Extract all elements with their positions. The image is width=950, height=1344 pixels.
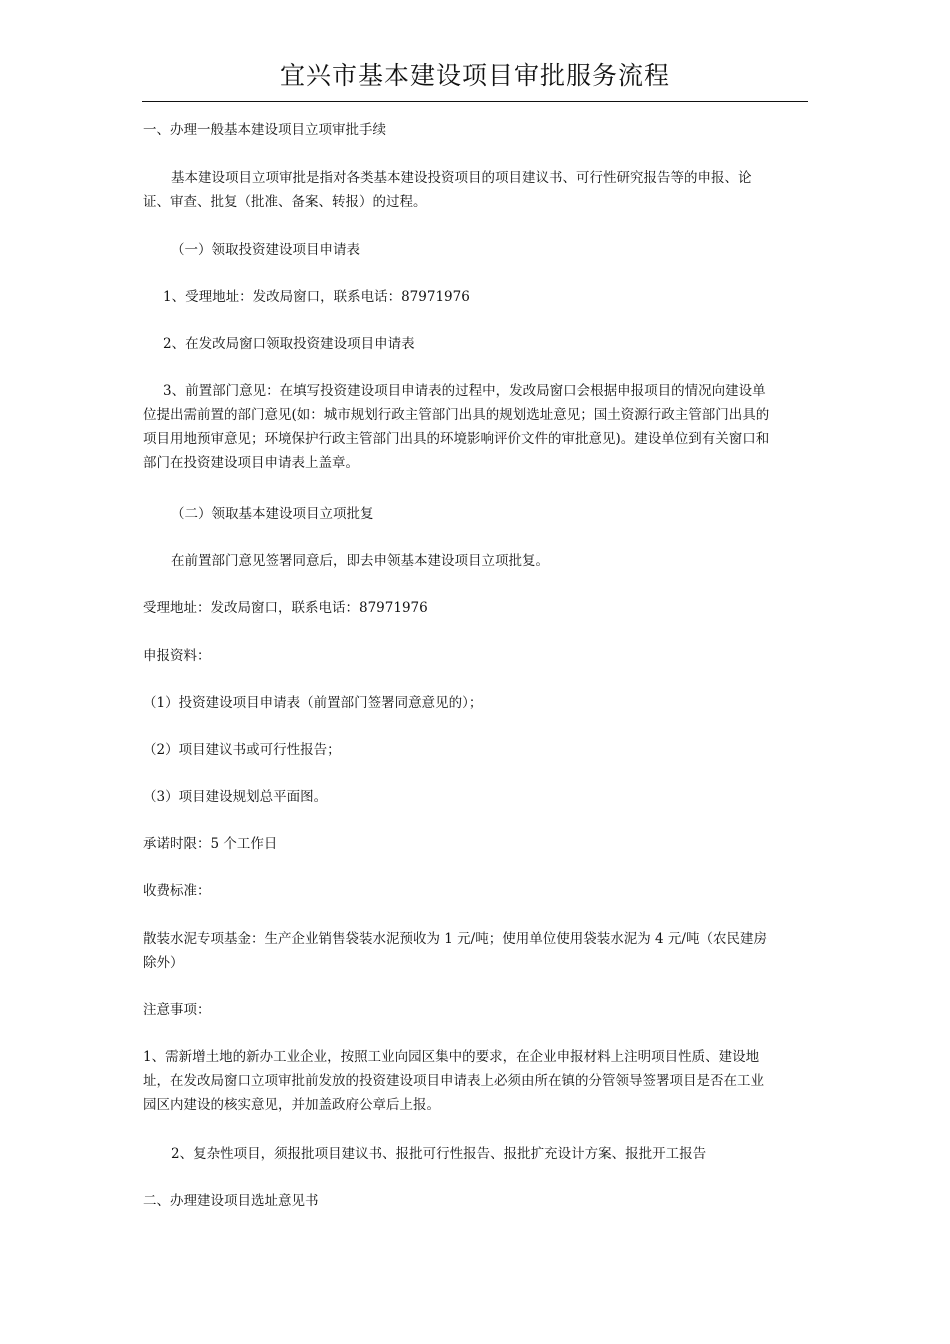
subheading-1: （一）领取投资建设项目申请表: [171, 242, 360, 258]
section-heading-1: 一、办理一般基本建设项目立项审批手续: [143, 122, 386, 138]
material-item-2: （2）项目建议书或可行性报告；: [143, 742, 341, 758]
paragraph-approval: 在前置部门意见签署同意后，即去申领基本建设项目立项批复。: [171, 553, 549, 569]
list-item-form: 2、在发改局窗口领取投资建设项目申请表: [163, 336, 415, 352]
section-heading-2: 二、办理建设项目选址意见书: [143, 1193, 319, 1209]
list-item-address: 1、受理地址：发改局窗口，联系电话：87971976: [163, 289, 470, 305]
paragraph-fee-detail: 散装水泥专项基金：生产企业销售袋装水泥预收为 1 元/吨；使用单位使用袋装水泥为 4 元/吨（农民建房除外）: [143, 931, 767, 971]
document-title: 宜兴市基本建设项目审批服务流程: [279, 61, 670, 90]
label-fees: 收费标准：: [143, 883, 211, 899]
note-item-1: 1、需新增土地的新办工业企业，按照工业向园区集中的要求，在企业申报材料上注明项目性质、建设地址，在发改局窗口立项审批前发放的投资建设项目申请表上必须由所在镇的分管领导签署项目是否在工业园区内建设的核实意见，并加盖政府公章后上报。: [143, 1049, 764, 1113]
material-item-3: （3）项目建设规划总平面图。: [143, 789, 328, 805]
material-item-1: （1）投资建设项目申请表（前置部门签署同意意见的）；: [143, 695, 483, 711]
paragraph-time-limit: 承诺时限：5 个工作日: [143, 836, 278, 852]
label-materials: 申报资料：: [143, 648, 211, 664]
label-notes: 注意事项：: [143, 1002, 211, 1018]
subheading-2: （二）领取基本建设项目立项批复: [171, 506, 374, 522]
paragraph-intro: 基本建设项目立项审批是指对各类基本建设投资项目的项目建议书、可行性研究报告等的申报、论证、审查、批复（批准、备案、转报）的过程。: [143, 170, 752, 210]
title-underline: [142, 101, 808, 102]
note-item-2: 2、复杂性项目，须报批项目建议书、报批可行性报告、报批扩充设计方案、报批开工报告: [171, 1146, 707, 1162]
paragraph-address: 受理地址：发改局窗口，联系电话：87971976: [143, 600, 428, 616]
list-item-prior-opinions: 3、前置部门意见：在填写投资建设项目申请表的过程中，发改局窗口会根据申报项目的情况向建设单位提出需前置的部门意见(如：城市规划行政主管部门出具的规划选址意见；国土资源行政主管部门出具的项目用地预审意见；环境保护行政主管部门出具的环境影响评价文件的审批意见)。建设单位到有关窗口和部门在投资建设项目申请表上盖章。: [143, 383, 770, 471]
